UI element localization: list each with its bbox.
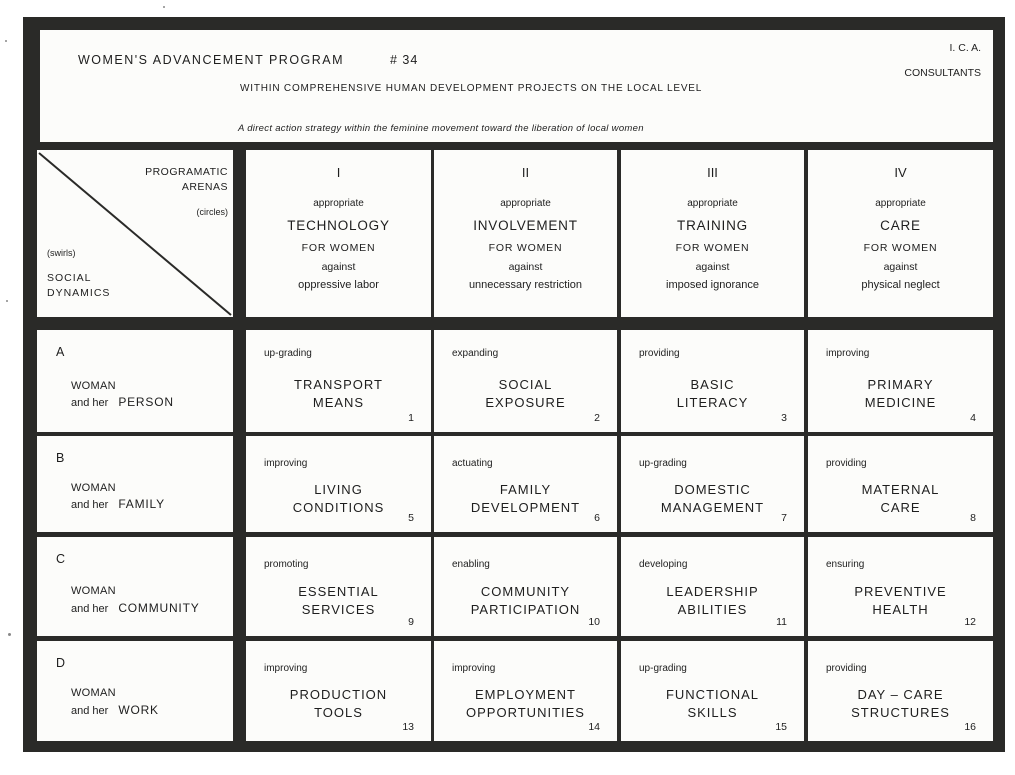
cell-name: FUNCTIONAL SKILLS [665,687,760,720]
cell-verb: expanding [452,348,499,359]
row-label: WORK [118,703,159,717]
program-number: # 34 [390,53,419,67]
org-name: I. C. A. [949,42,981,54]
circles-note: (circles) [196,207,228,217]
column-numeral: I [336,165,341,180]
column-for-women: FOR WOMEN [488,242,563,254]
cell-number: 10 [588,616,600,628]
cell-name: FAMILY DEVELOPMENT [470,482,581,515]
program-tagline: A direct action strategy within the feminine movement toward the liberation of local women [238,123,644,134]
cell-verb: providing [826,663,867,674]
column-opposed: oppressive labor [298,279,379,291]
cell-transport-means [246,330,431,432]
header-panel [40,30,993,142]
row-woman: WOMAN [71,380,116,392]
cell-maternal-care [808,436,993,532]
cell-number: 16 [964,721,976,733]
column-opposed: physical neglect [861,279,940,291]
cell-employment-opportunities [434,641,617,741]
cell-name: MATERNAL CARE [861,482,940,515]
column-appropriate: appropriate [500,198,551,209]
row-label: PERSON [118,395,174,409]
cell-number: 1 [408,412,414,424]
column-keyword: CARE [880,218,921,233]
row-header-family [37,436,233,532]
cell-social-exposure [434,330,617,432]
column-against: against [695,261,730,273]
cell-number: 13 [402,721,414,733]
column-appropriate: appropriate [313,198,364,209]
cell-number: 11 [776,616,787,628]
cell-name: SOCIAL EXPOSURE [485,377,566,410]
cell-basic-literacy [621,330,804,432]
row-letter: C [56,552,66,566]
column-keyword: INVOLVEMENT [473,218,578,233]
column-against: against [883,261,918,273]
row-letter: A [56,345,65,359]
cell-verb: ensuring [826,559,865,570]
row-letter: D [56,656,66,670]
scan-speck [163,6,165,8]
scan-speck [8,633,11,636]
row-header-work [37,641,233,741]
cell-name: BASIC LITERACY [676,377,749,410]
cell-verb: actuating [452,458,493,469]
cell-name: DAY – CARE STRUCTURES [851,687,950,720]
social-dynamics-label: SOCIAL DYNAMICS [47,272,111,299]
cell-name: ESSENTIAL SERVICES [298,584,379,617]
row-and-her: and her PERSON [71,395,174,409]
org-role: CONSULTANTS [904,67,981,79]
cell-essential-services [246,537,431,636]
cell-verb: developing [639,559,688,570]
cell-number: 5 [408,512,414,524]
cell-number: 4 [970,412,976,424]
cell-name: PRIMARY MEDICINE [864,377,937,410]
cell-name: COMMUNITY PARTICIPATION [470,584,581,617]
program-title: WOMEN'S ADVANCEMENT PROGRAM [78,53,345,67]
cell-verb: improving [826,348,870,359]
row-header-community [37,537,233,636]
cell-verb: up-grading [639,458,687,469]
programatic-arenas-label: PROGRAMATIC ARENAS [145,166,228,193]
cell-number: 2 [594,412,600,424]
scan-speck [6,300,8,302]
column-against: against [321,261,356,273]
row-woman: WOMAN [71,482,116,494]
cell-primary-medicine [808,330,993,432]
row-and-her: and her FAMILY [71,497,165,511]
column-appropriate: appropriate [875,198,926,209]
cell-number: 9 [408,616,414,628]
corner-cell [37,150,233,317]
column-header-care [808,150,993,317]
cell-family-development [434,436,617,532]
cell-verb: enabling [452,559,490,570]
cell-living-conditions [246,436,431,532]
cell-name: EMPLOYMENT OPPORTUNITIES [466,687,585,720]
column-header-involvement [434,150,617,317]
row-and-her: and her WORK [71,703,159,717]
cell-verb: up-grading [639,663,687,674]
cell-name: DOMESTIC MANAGEMENT [660,482,765,515]
row-header-person [37,330,233,432]
cell-community-participation [434,537,617,636]
column-keyword: TRAINING [677,218,748,233]
cell-domestic-management [621,436,804,532]
column-against: against [508,261,543,273]
cell-number: 6 [594,512,600,524]
column-for-women: FOR WOMEN [863,242,938,254]
swirls-note: (swirls) [47,248,76,258]
column-header-training [621,150,804,317]
cell-name: PREVENTIVE HEALTH [854,584,947,617]
column-for-women: FOR WOMEN [301,242,376,254]
column-numeral: IV [894,165,907,180]
cell-verb: improving [264,458,308,469]
column-header-technology [246,150,431,317]
cell-verb: improving [264,663,308,674]
cell-number: 7 [781,512,787,524]
cell-name: LEADERSHIP ABILITIES [666,584,759,617]
column-keyword: TECHNOLOGY [287,218,390,233]
cell-number: 15 [775,721,787,733]
cell-leadership-abilities [621,537,804,636]
column-opposed: imposed ignorance [666,279,759,291]
row-woman: WOMAN [71,687,116,699]
column-numeral: II [521,165,530,180]
cell-preventive-health [808,537,993,636]
column-opposed: unnecessary restriction [468,279,583,291]
row-letter: B [56,451,65,465]
scan-speck [5,40,7,42]
column-for-women: FOR WOMEN [675,242,750,254]
cell-verb: providing [826,458,867,469]
cell-verb: improving [452,663,496,674]
column-numeral: III [707,165,718,180]
column-appropriate: appropriate [687,198,738,209]
cell-functional-skills [621,641,804,741]
cell-verb: up-grading [264,348,312,359]
cell-name: LIVING CONDITIONS [292,482,385,515]
cell-verb: promoting [264,559,309,570]
cell-name: TRANSPORT MEANS [294,377,383,410]
cell-production-tools [246,641,431,741]
row-and-her: and her COMMUNITY [71,601,200,615]
cell-verb: providing [639,348,680,359]
cell-day-care-structures [808,641,993,741]
row-label: COMMUNITY [118,601,200,615]
row-label: FAMILY [118,497,165,511]
cell-number: 8 [970,512,976,524]
cell-number: 14 [588,721,600,733]
cell-name: PRODUCTION TOOLS [289,687,388,720]
program-subtitle: WITHIN COMPREHENSIVE HUMAN DEVELOPMENT PROJECTS ON THE LOCAL LEVEL [240,83,703,94]
row-woman: WOMAN [71,585,116,597]
cell-number: 12 [964,616,976,628]
cell-number: 3 [781,412,787,424]
